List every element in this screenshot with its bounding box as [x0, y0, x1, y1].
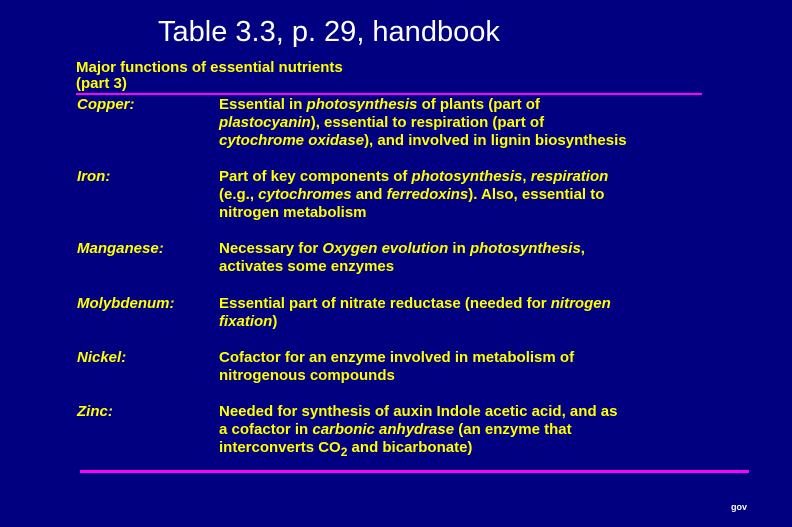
subtitle-line-1: Major functions of essential nutrients	[76, 59, 343, 76]
nutrient-description	[219, 96, 739, 150]
top-divider	[76, 93, 702, 95]
desc-line: Essential in photosynthesis of plants (part of	[219, 96, 540, 113]
desc-line: nitrogen metabolism	[219, 204, 367, 221]
page-title: Table 3.3, p. 29, handbook	[158, 16, 500, 48]
bottom-divider	[80, 470, 749, 473]
desc-line: Cofactor for an enzyme involved in metabolism of	[219, 349, 575, 366]
desc-line: Needed for synthesis of auxin Indole acetic acid, and as	[219, 403, 618, 420]
desc-line: nitrogenous compounds	[219, 367, 395, 384]
desc-line: Necessary for Oxygen evolution in photosynthesis,	[219, 240, 585, 257]
desc-line: Part of key components of photosynthesis, respiration	[219, 168, 609, 185]
nutrient-description	[219, 168, 739, 222]
desc-line: plastocyanin), essential to respiration (part of	[219, 114, 545, 131]
nutrient-description	[219, 403, 739, 457]
desc-line: Essential part of nitrate reductase (needed for nitrogen	[219, 295, 611, 312]
nutrient-description	[219, 295, 739, 331]
nutrient-label: Manganese:	[77, 240, 164, 257]
nutrient-label: Nickel:	[77, 349, 127, 366]
subscript: 2	[340, 445, 348, 459]
desc-line: fixation)	[219, 313, 278, 330]
nutrient-description	[219, 349, 739, 385]
nutrient-description	[219, 240, 739, 276]
desc-line: interconverts $CO_2$ and bicarbonate)	[219, 439, 473, 459]
subtitle-line-2: (part 3)	[76, 75, 127, 92]
subtitle	[76, 60, 343, 92]
desc-line: cytochrome oxidase), and involved in lignin biosynthesis	[219, 132, 627, 149]
nutrient-label: Molybdenum:	[77, 295, 175, 312]
nutrient-label: Zinc:	[77, 403, 113, 420]
desc-line: (e.g., cytochromes and ferredoxins). Also, essential to	[219, 186, 605, 203]
nutrient-label: Iron:	[77, 168, 111, 185]
desc-line: activates some enzymes	[219, 258, 395, 275]
desc-line: a cofactor in carbonic anhydrase (an enzyme that	[219, 421, 572, 438]
nutrient-label: Copper:	[77, 96, 135, 113]
footer-text: gov	[731, 502, 748, 512]
